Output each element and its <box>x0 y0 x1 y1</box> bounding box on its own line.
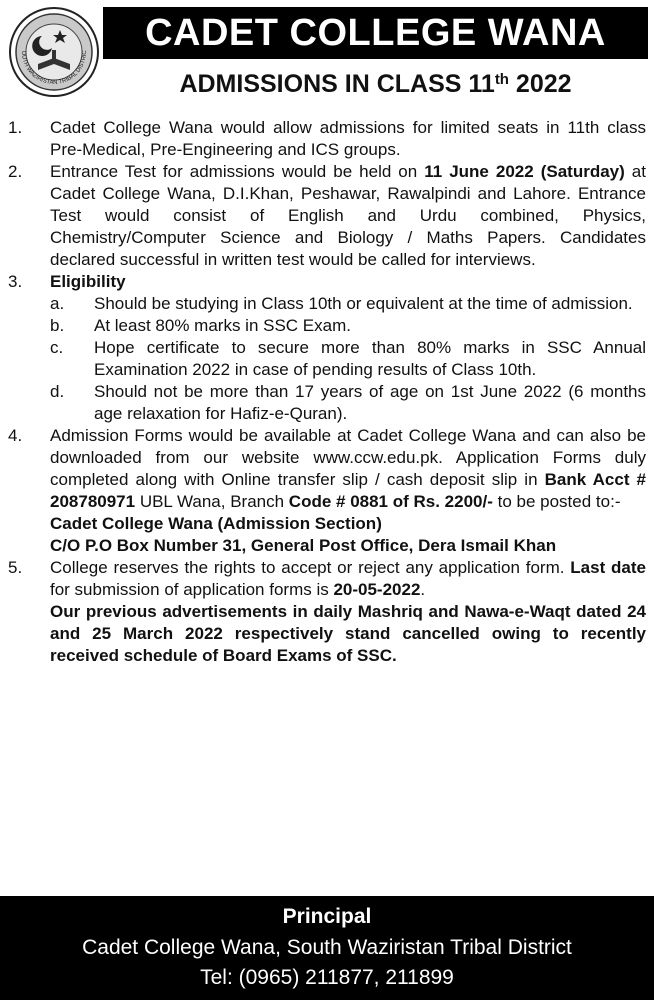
sub-item-b <box>50 315 646 337</box>
list-item-1 <box>8 117 646 161</box>
subtitle-superscript: th <box>494 71 509 88</box>
subtitle-text: ADMISSIONS IN CLASS 11 <box>179 70 495 98</box>
text-segment: Entrance Test for admissions would be held on <box>50 162 425 181</box>
sub-text: Hope certificate to secure more than 80% marks in SSC Annual Examination 2022 in case of pending results of Class 10th. <box>94 338 646 379</box>
cancellation-notice: Our previous advertisements in daily Mashriq and Nawa-e-Waqt dated 24 and 25 March 2022 respectively stand cancelled owing to recently received schedule of Board Exams of SSC. <box>50 602 646 665</box>
item-text: Cadet College Wana would allow admissions for limited seats in 11th class Pre-Medical, Pre-Engineering and ICS groups. <box>50 118 646 159</box>
footer <box>0 896 654 1000</box>
last-date-label: Last date <box>570 558 646 577</box>
list-item-2 <box>8 161 646 271</box>
subtitle-year: 2022 <box>508 70 572 98</box>
item-number: 3. <box>8 272 23 291</box>
list-item-4 <box>8 425 646 513</box>
bank-account: Bank Acct # 208780971 <box>50 470 647 511</box>
sub-item-c <box>50 337 646 381</box>
item-text <box>50 161 646 271</box>
test-date: 11 June 2022 (Saturday) <box>424 162 625 181</box>
eligibility-heading: Eligibility <box>50 272 126 291</box>
sub-item-d <box>50 381 646 425</box>
branch-code-fee: Code # 0881 of Rs. 2200/- <box>288 492 493 511</box>
sub-text: At least 80% marks in SSC Exam. <box>94 316 351 335</box>
page-title: CADET COLLEGE WANA <box>103 7 648 59</box>
postal-address-line-1: Cadet College Wana (Admission Section) <box>50 514 382 533</box>
text-segment: to be posted to:- <box>492 492 621 511</box>
sub-letter: c. <box>50 338 64 357</box>
footer-organization: Cadet College Wana, South Waziristan Tribal District <box>82 936 572 959</box>
sub-letter: b. <box>50 316 65 335</box>
list-item-5 <box>8 557 646 601</box>
footer-role: Principal <box>282 905 372 928</box>
text-segment: at Cadet College Wana, D.I.Khan, Peshawar, Rawalpindi and Lahore. Entrance Test would consist of English and Urdu combined, Physics, Chemistry/Computer Science and Biology / Maths Papers. Candidates declared successful in written test would be called for interviews. <box>50 162 646 269</box>
header <box>0 0 654 112</box>
sub-item-a <box>50 293 646 315</box>
footer-telephone: Tel: (0965) 211877, 211899 <box>200 966 454 989</box>
sub-text: Should be studying in Class 10th or equivalent at the time of admission. <box>94 294 633 313</box>
sub-text: Should not be more than 17 years of age on 1st June 2022 (6 months age relaxation for Hafiz-e-Quran). <box>94 382 646 423</box>
sub-letter: d. <box>50 382 65 401</box>
item-number: 1. <box>8 118 23 137</box>
sub-letter: a. <box>50 294 65 313</box>
item-number: 5. <box>8 558 23 577</box>
item-text: College reserves the rights to accept or reject any application form. Last date for submission of application forms is 20-05-2022. <box>50 558 646 599</box>
college-logo <box>8 6 100 98</box>
item-number: 4. <box>8 426 23 445</box>
text-segment: UBL Wana, Branch <box>135 492 289 511</box>
postal-address-line-2: C/O P.O Box Number 31, General Post Office, Dera Ismail Khan <box>50 536 557 555</box>
last-date: 20-05-2022 <box>333 580 421 599</box>
text-segment: for submission of application forms is <box>50 580 334 599</box>
page-subtitle <box>103 66 648 102</box>
list-item-3 <box>8 271 646 425</box>
item-number: 2. <box>8 162 23 181</box>
eligibility-section <box>50 271 646 425</box>
text-segment: Admission Forms would be available at Cadet College Wana and can also be downloaded from our website www.ccw.edu.pk. Application Forms duly completed along with Online transfer slip / cash deposit slip in <box>50 426 646 489</box>
item-text <box>50 425 646 513</box>
admission-terms <box>8 117 646 667</box>
text-segment: College reserves the rights to accept or reject any application form. <box>50 558 571 577</box>
logo-text: OUTH WAZIRISTAN TRIBAL DISTRIC <box>19 50 89 87</box>
